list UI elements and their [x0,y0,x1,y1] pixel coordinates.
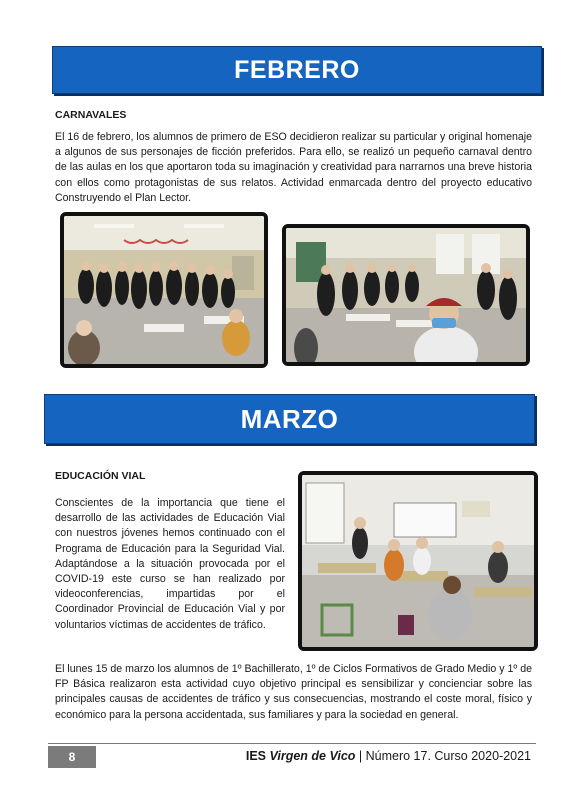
footer-school-prefix: IES [245,749,267,763]
footer-divider [48,743,536,744]
footer-issue: Número 17. Curso 2020-2021 [365,749,531,763]
educacion-vial-full-paragraph: El lunes 15 de marzo los alumnos de 1º Bachillerato, 1º de Ciclos Formativos de Grado Medio y 1º de FP Básica realizaron esta actividad cuyo objetivo principal es sensibilizar y concienciar sobre las principales causas de accidentes de tráfico y sus consecuencias, mostrando el coste moral, físico y económico para la persona accidentada, sus familiares y para la sociedad en general. [55,663,532,721]
month-banner-marzo: MARZO [44,394,535,444]
month-banner-febrero: FEBRERO [52,46,542,94]
educacion-vial-side-paragraph: Conscientes de la importancia que tiene el desarrollo de las actividades de Educación Vial con nuestros jóvenes hemos continuado con el Programa de Educación para la Seguridad Vial. Adaptándose a la situación provocada por el COVID-19 este curso se han realizado por videoconferencias, impartidas por el Coordinador Provincial de Educación Vial y por voluntarios víctimas de accidentes de tráfico. [55,497,285,631]
carnival-classroom-photo-2 [282,224,530,366]
section-heading-educacion-vial: EDUCACIÓN VIAL [55,470,146,482]
footer-school-name: Virgen de Vico [269,749,356,763]
carnival-classroom-photo-1 [60,212,268,368]
section-heading-carnavales: CARNAVALES [55,109,127,121]
footer-separator: | [358,749,363,763]
carnavales-paragraph: El 16 de febrero, los alumnos de primero de ESO decidieron realizar su particular y original homenaje a algunos de sus personajes de ficción preferidos. Para ello, se realizó un pequeño carnaval dentro de las aulas en los que aportaron toda su imaginación y creatividad para narrarnos una breve historia con ellos como protagonistas de sus relatos. Actividad enmarcada dentro del proyecto educativo Construyendo el Plan Lector. [55,131,532,204]
road-safety-class-photo [298,471,538,651]
footer-publication-info [246,749,531,763]
page-number: 8 [48,746,96,768]
